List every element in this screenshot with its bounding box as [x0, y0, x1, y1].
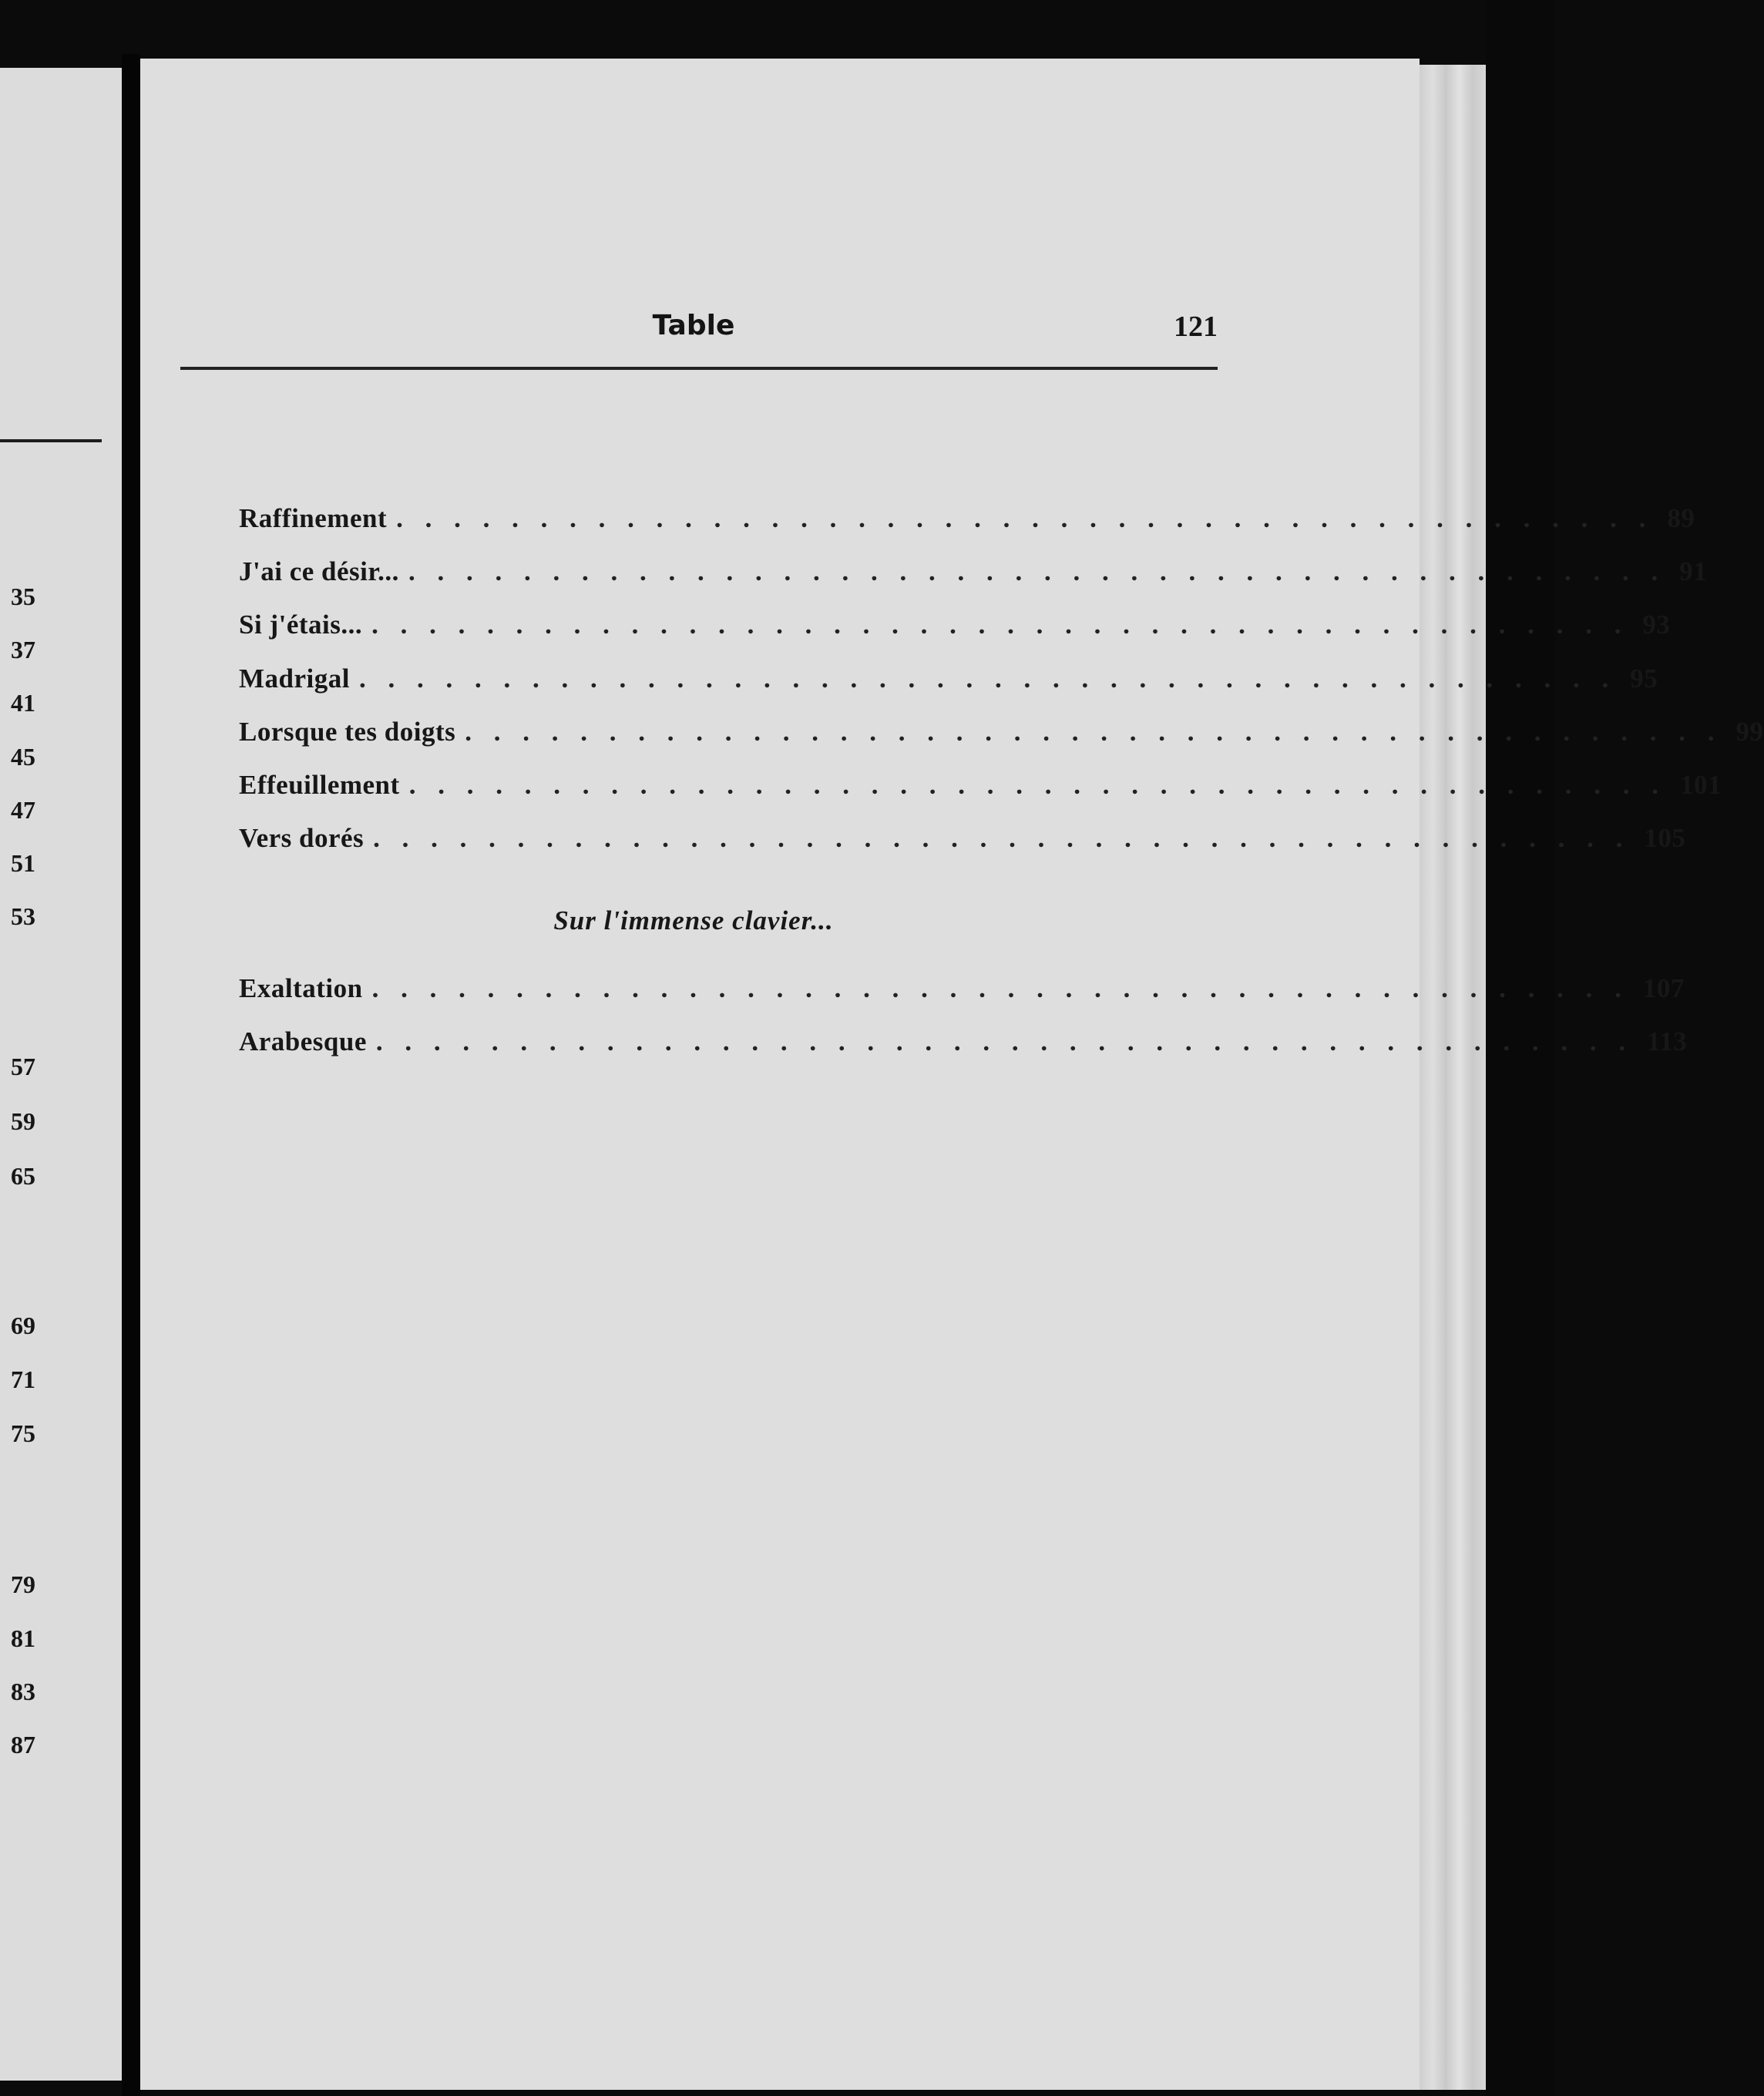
toc-entry — [239, 717, 1764, 754]
previous-page-strip — [0, 68, 122, 2081]
toc-entry-page: 99 — [1735, 717, 1764, 747]
previous-page-number: 81 — [11, 1624, 35, 1652]
page-number: 121 — [1174, 311, 1218, 343]
toc-entry-title: Madrigal — [239, 663, 350, 694]
previous-page-number: 71 — [11, 1365, 35, 1393]
toc-entry — [239, 503, 1695, 540]
toc-entry-page: 107 — [1642, 973, 1685, 1003]
dot-leader: . . . . . . . . . . . . . . . . . . . . . . . . . . . . . . . . . . . . . . . . . . . . — [465, 717, 1722, 747]
toc-entry — [239, 663, 1658, 700]
toc-entry — [239, 1026, 1688, 1063]
previous-page-number: 75 — [11, 1419, 35, 1447]
previous-page-header-rule — [0, 439, 102, 442]
dot-leader: . . . . . . . . . . . . . . . . . . . . . . . . . . . . . . . . . . . . . . . . . . . . — [373, 823, 1631, 853]
section-heading: Sur l'immense clavier... — [553, 905, 834, 935]
toc-entry-title: Arabesque — [239, 1026, 367, 1056]
toc-entry-page: 93 — [1642, 610, 1671, 640]
previous-page-number: 35 — [11, 583, 35, 610]
previous-page-number: 47 — [11, 796, 35, 824]
toc-entry — [239, 610, 1671, 647]
previous-page-number: 41 — [11, 689, 35, 717]
dot-leader: . . . . . . . . . . . . . . . . . . . . . . . . . . . . . . . . . . . . . . . . . . . . — [375, 1026, 1634, 1056]
dot-leader: . . . . . . . . . . . . . . . . . . . . . . . . . . . . . . . . . . . . . . . . . . . . — [408, 770, 1666, 800]
book-spine — [122, 54, 140, 2096]
toc-entry-page: 89 — [1667, 503, 1695, 533]
previous-page-number: 79 — [11, 1570, 35, 1598]
dot-leader: . . . . . . . . . . . . . . . . . . . . . . . . . . . . . . . . . . . . . . . . . . . . — [371, 973, 1629, 1003]
toc-entry-page: 91 — [1679, 556, 1708, 586]
toc-entry-title: Effeuillement — [239, 770, 400, 800]
previous-page-number: 53 — [11, 902, 35, 930]
previous-page-number: 45 — [11, 743, 35, 771]
toc-entry-title: Lorsque tes doigts — [239, 717, 456, 747]
previous-page-number: 37 — [11, 636, 35, 663]
toc-entry-page: 113 — [1647, 1026, 1688, 1056]
previous-page-number: 83 — [11, 1678, 35, 1705]
toc-entry — [239, 556, 1708, 593]
previous-page-number: 51 — [11, 849, 35, 877]
toc-entry-page: 95 — [1630, 663, 1658, 694]
previous-page-number: 65 — [11, 1162, 35, 1190]
dot-leader: . . . . . . . . . . . . . . . . . . . . . . . . . . . . . . . . . . . . . . . . . . . . — [396, 503, 1654, 533]
toc-entry — [239, 973, 1685, 1010]
page-edges — [1420, 65, 1486, 2090]
page — [140, 59, 1420, 2090]
previous-page-number: 59 — [11, 1107, 35, 1135]
dot-leader: . . . . . . . . . . . . . . . . . . . . . . . . . . . . . . . . . . . . . . . . . . . . — [371, 610, 1629, 640]
toc-entry-title: Si j'étais... — [239, 610, 363, 640]
header-rule — [180, 367, 1218, 370]
dot-leader: . . . . . . . . . . . . . . . . . . . . . . . . . . . . . . . . . . . . . . . . . . . . — [408, 556, 1666, 586]
previous-page-number: 57 — [11, 1053, 35, 1080]
toc-entry-page: 105 — [1644, 823, 1686, 853]
toc-entry — [239, 823, 1686, 860]
toc-entry-page: 101 — [1679, 770, 1722, 800]
toc-entry — [239, 770, 1722, 807]
toc-entry-title: Exaltation — [239, 973, 363, 1003]
toc-entry-title: Raffinement — [239, 503, 388, 533]
toc-entry-title: Vers dorés — [239, 823, 365, 853]
running-header-title: Table — [652, 310, 735, 341]
previous-page-number: 69 — [11, 1312, 35, 1339]
toc-entry-title: J'ai ce désir... — [239, 556, 399, 586]
dot-leader: . . . . . . . . . . . . . . . . . . . . . . . . . . . . . . . . . . . . . . . . . . . . — [358, 663, 1617, 694]
previous-page-number: 87 — [11, 1731, 35, 1758]
